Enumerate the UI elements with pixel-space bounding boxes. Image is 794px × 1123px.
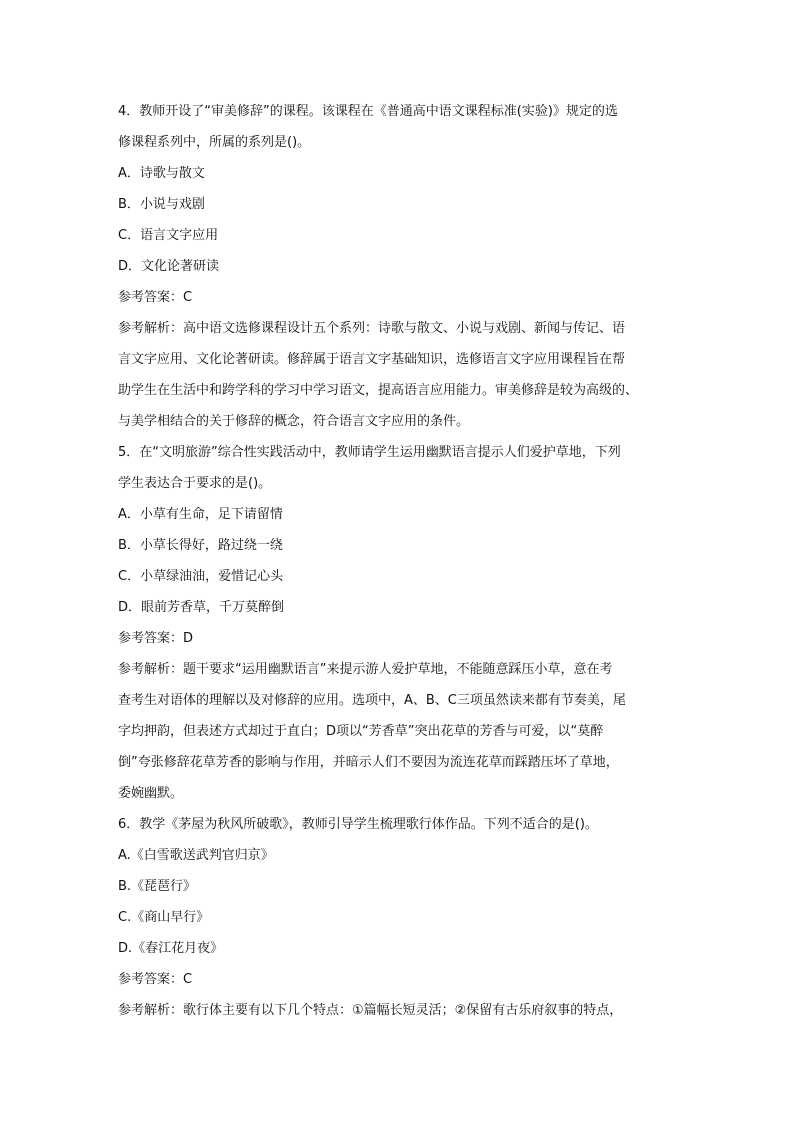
question-stem-line: 5．在“文明旅游”综合性实践活动中，教师请学生运用幽默语言提示人们爱护草地，下列 <box>118 445 621 460</box>
option-b: B.《琵琶行》 <box>118 879 197 894</box>
question-stem-line: 6．教学《茅屋为秋风所破歌》，教师引导学生梳理歌行体作品。下列不适合的是()。 <box>118 817 598 832</box>
reference-answer: 参考答案：C <box>118 972 193 987</box>
analysis-line: 参考解析：题干要求“运用幽默语言”来提示游人爱护草地，不能随意踩压小草，意在考 <box>118 662 613 677</box>
analysis-line: 参考解析：歌行体主要有以下几个特点：①篇幅长短灵活；②保留有古乐府叙事的特点， <box>118 1003 623 1018</box>
option-c: C.《商山早行》 <box>118 910 210 925</box>
option-b: B．小草长得好，路过绕一绕 <box>118 538 283 553</box>
question-6 <box>118 809 678 1026</box>
analysis-line: 倒”夸张修辞花草芳香的影响与作用，并暗示人们不要因为流连花草而踩踏压坏了草地， <box>118 755 619 770</box>
option-c: C．语言文字应用 <box>118 228 219 243</box>
document-page <box>118 96 678 1026</box>
question-stem-line: 学生表达合于要求的是()。 <box>118 476 272 491</box>
option-c: C．小草绿油油，爱惜记心头 <box>118 569 284 584</box>
option-a: A.《白雪歌送武判官归京》 <box>118 848 274 863</box>
question-stem-line: 修课程系列中，所属的系列是()。 <box>118 135 311 150</box>
analysis-line: 查考生对语体的理解以及对修辞的应用。选项中，A、B、C三项虽然读来都有节奏美，尾 <box>118 693 626 708</box>
analysis-line: 助学生在生活中和跨学科的学习中学习语文，提高语言应用能力。审美修辞是较为高级的、 <box>118 383 639 398</box>
option-b: B．小说与戏剧 <box>118 197 205 212</box>
question-4 <box>118 96 678 437</box>
question-5 <box>118 437 678 809</box>
analysis-line: 与美学相结合的关于修辞的概念，符合语言文字应用的条件。 <box>118 414 470 429</box>
option-a: A．小草有生命，足下请留情 <box>118 507 283 522</box>
option-d: D．文化论著研读 <box>118 259 220 274</box>
option-d: D.《春江花月夜》 <box>118 941 224 956</box>
analysis-line: 言文字应用、文化论著研读。修辞属于语言文字基础知识，选修语言文字应用课程旨在帮 <box>118 352 626 367</box>
analysis-line: 委婉幽默。 <box>118 786 184 801</box>
question-stem-line: 4．教师开设了“审美修辞”的课程。该课程在《普通高中语文课程标准(实验)》规定的选 <box>118 104 618 119</box>
option-a: A．诗歌与散文 <box>118 166 205 181</box>
option-d: D．眼前芳香草，千万莫醉倒 <box>118 600 285 615</box>
reference-answer: 参考答案：C <box>118 290 193 305</box>
analysis-line: 参考解析：高中语文选修课程设计五个系列：诗歌与散文、小说与戏剧、新闻与传记、语 <box>118 321 626 336</box>
reference-answer: 参考答案：D <box>118 631 194 646</box>
analysis-line: 字均押韵，但表述方式却过于直白；D项以“芳香草”突出花草的芳香与可爱，以“莫醉 <box>118 724 604 739</box>
